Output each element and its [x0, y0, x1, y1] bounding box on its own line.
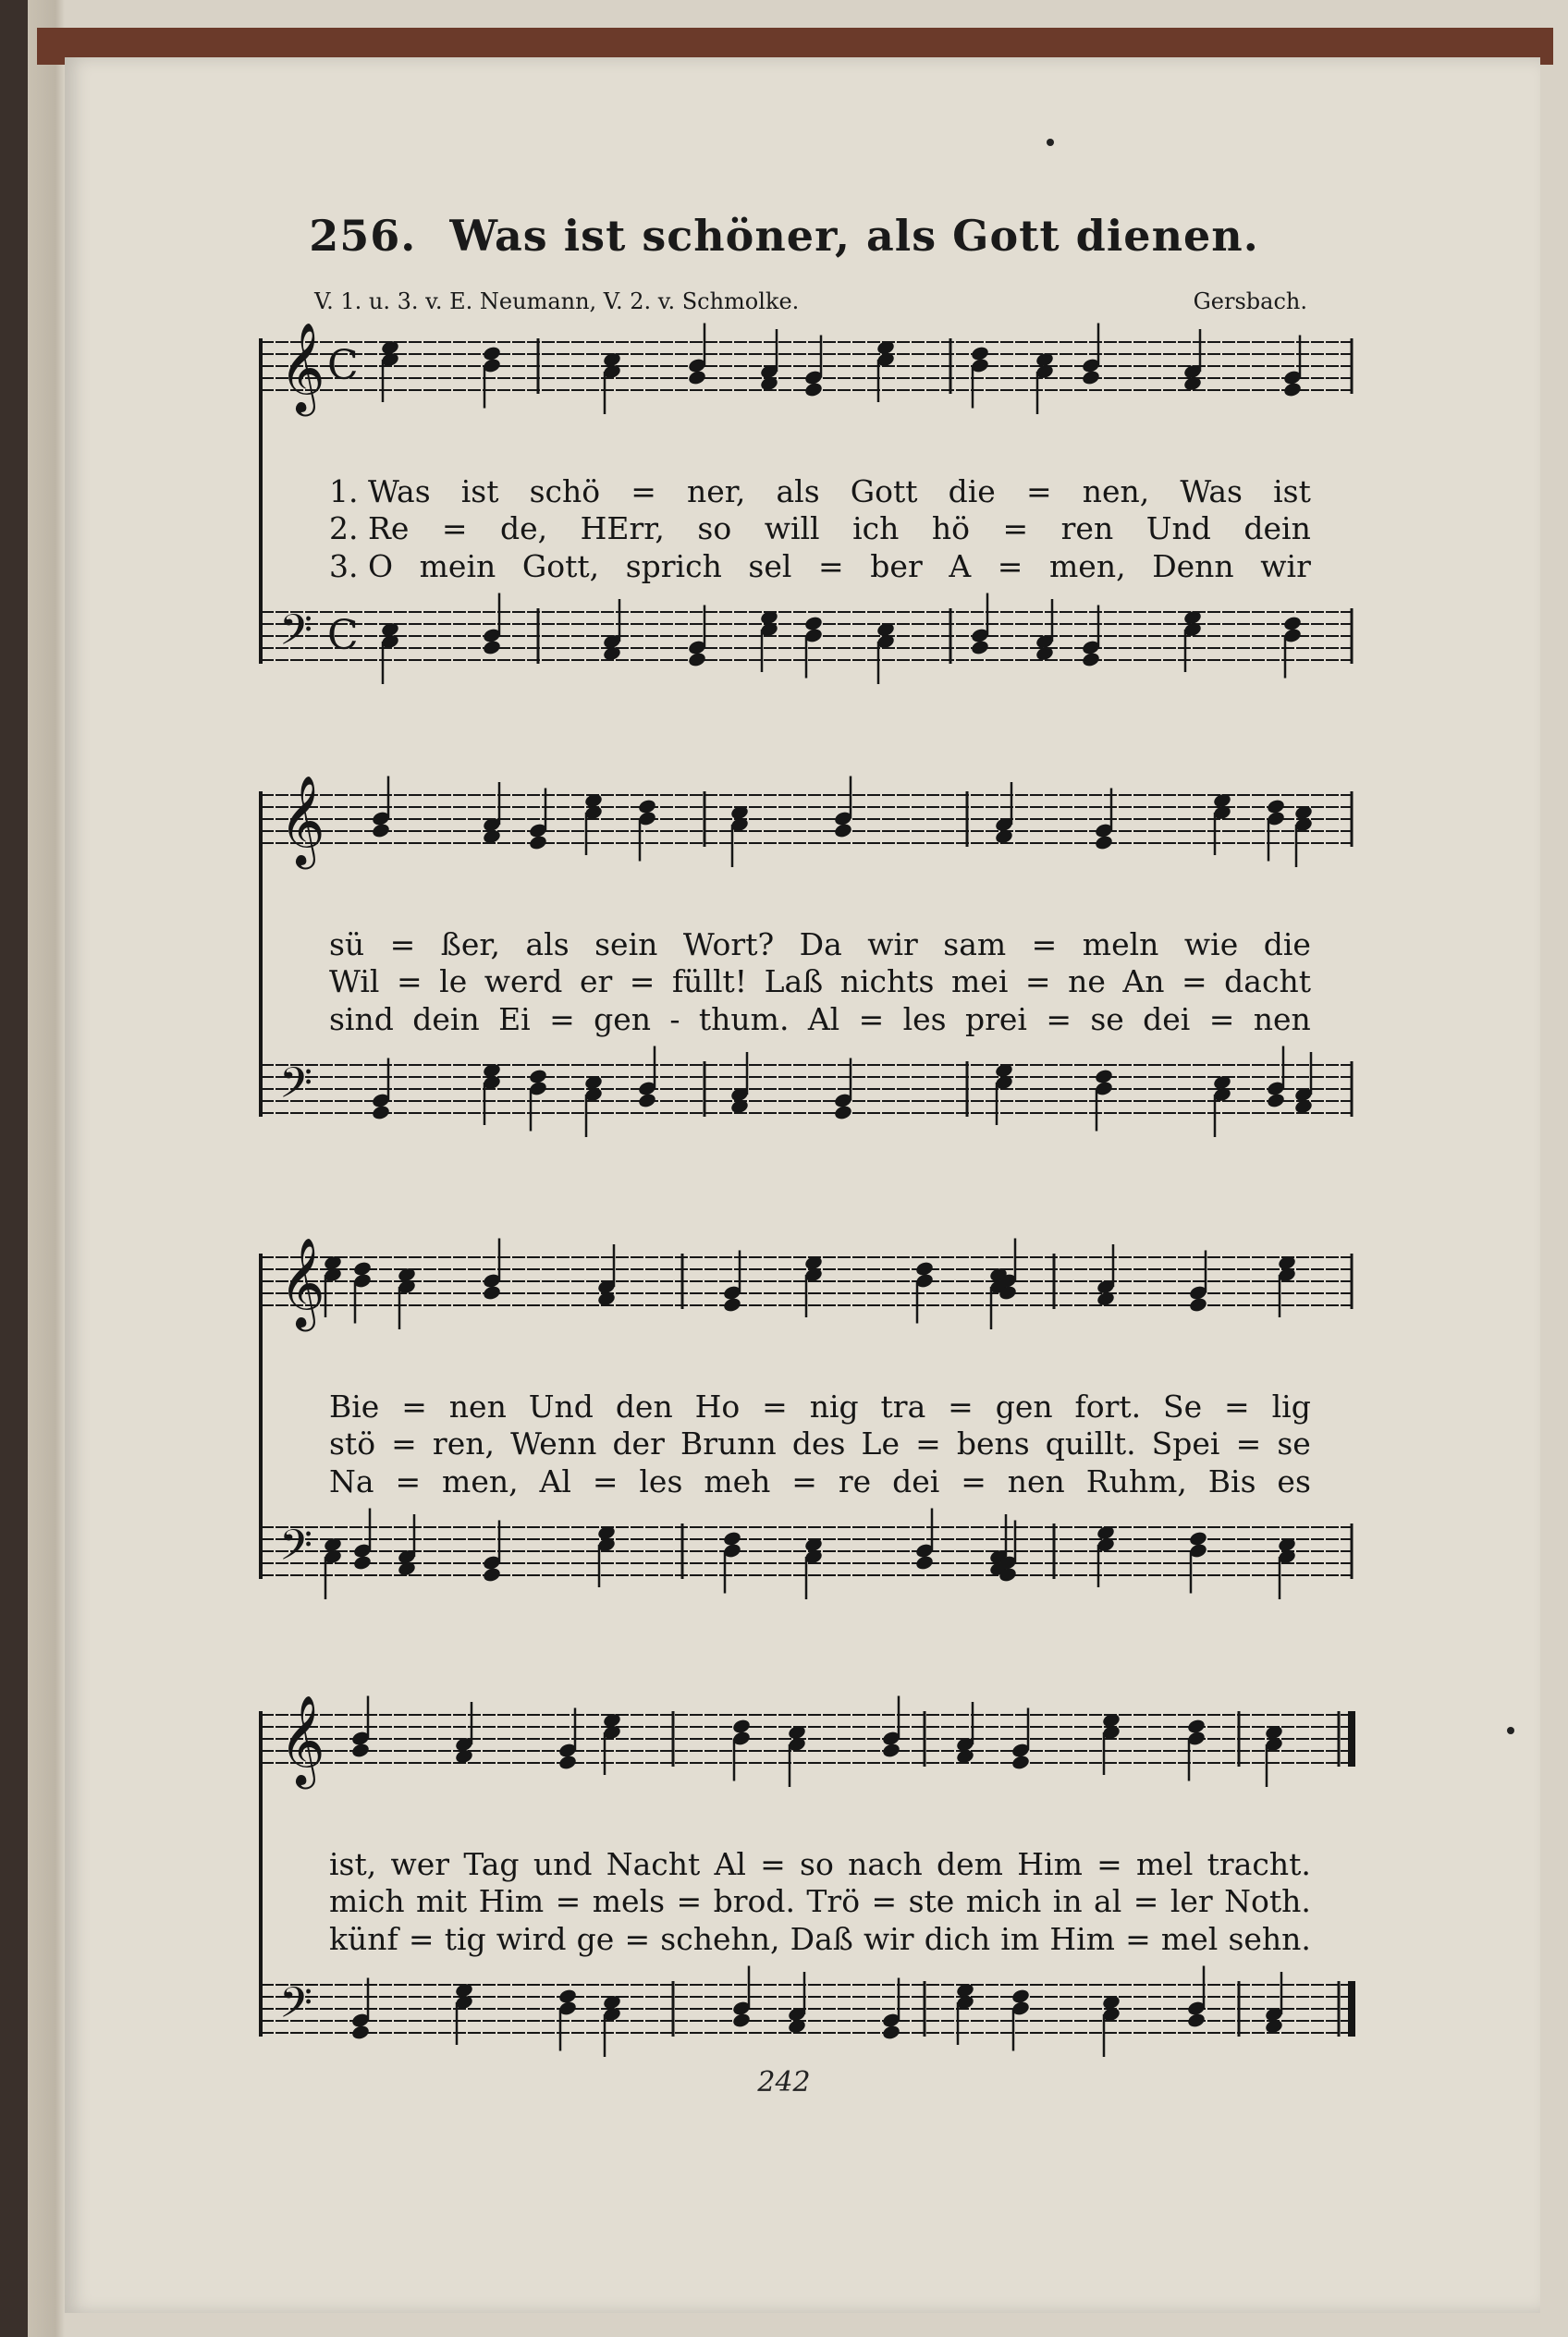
lyric-syllable: Wenn [510, 1425, 597, 1462]
note-head [528, 834, 547, 850]
lyric-syllable: Gott [850, 473, 918, 509]
lyric-syllable: dein [412, 1001, 480, 1037]
note-head [352, 1554, 372, 1571]
lyric-syllable: Spei [1151, 1425, 1220, 1462]
lyric-syllable: = [1182, 963, 1207, 999]
lyric-syllable: fort. [1074, 1389, 1142, 1425]
lyric-syllable: = [555, 1883, 582, 1919]
lyric-syllable: = [1208, 1001, 1235, 1037]
lyric-syllable: Ei [498, 1001, 531, 1037]
lyric-syllable: = [629, 963, 655, 999]
lyric-syllable: = [871, 1883, 898, 1919]
common-time-icon: C [327, 342, 359, 389]
treble-staff [261, 322, 1352, 416]
lyric-syllable: ren, [432, 1425, 495, 1462]
lyric-syllable: = [915, 1425, 941, 1462]
lyric-line [329, 1846, 1311, 1882]
note-head [731, 2012, 751, 2028]
lyric-line [329, 1463, 1311, 1499]
lyric-syllable: ge [576, 1921, 615, 1957]
lyric-syllable: als [525, 926, 570, 962]
lyric-syllable: dein [1243, 510, 1311, 546]
lyric-syllable: = [961, 1463, 986, 1499]
lyric-line [329, 548, 1311, 584]
lyric-syllable: An [1122, 963, 1165, 999]
note-head [482, 1284, 501, 1301]
lyric-syllable: Wil [329, 963, 380, 999]
lyric-syllable: prei [964, 1001, 1027, 1037]
lyric-syllable: sind [329, 1001, 394, 1037]
lyric-syllable: Denn [1152, 548, 1234, 584]
lyric-syllable: = [408, 1921, 435, 1957]
bass-clef-icon: 𝄢 [279, 1978, 313, 2038]
lyric-syllable: die [948, 473, 996, 509]
treble-staff [261, 1695, 1352, 1789]
hymn-title-text: Was ist schöner, als Gott dienen. [449, 211, 1259, 261]
lyric-syllable: der [612, 1425, 665, 1462]
lyric-syllable: Da [799, 926, 842, 962]
lyric-syllable: = [396, 963, 423, 999]
lyric-syllable: sehn. [1228, 1921, 1311, 1957]
lyric-syllable: men, [1049, 548, 1126, 584]
lyric-syllable: = [592, 1463, 619, 1499]
lyric-syllable: dem [937, 1846, 1003, 1882]
lyric-syllable: se [1277, 1425, 1311, 1462]
note-head [687, 369, 706, 385]
page-speck [1047, 139, 1054, 146]
note-head [371, 822, 390, 838]
lyric-syllable: = [676, 1883, 703, 1919]
lyric-syllable: dich [924, 1921, 991, 1957]
lyric-syllable: Und [1145, 510, 1211, 546]
bass-staff [261, 593, 1352, 685]
lyric-syllable: - [669, 1001, 680, 1037]
note-head [1188, 1296, 1207, 1313]
note-head [350, 1742, 370, 1758]
lyric-syllable: sel [748, 548, 792, 584]
lyric-syllable: ist [460, 473, 499, 509]
note-head [803, 381, 823, 398]
lyric-line [329, 1001, 1311, 1037]
lyric-syllable: ler [1170, 1883, 1213, 1919]
lyric-syllable: nichts [839, 963, 935, 999]
lyric-syllable: 3. O [329, 548, 394, 584]
lyric-syllable: Na [329, 1463, 374, 1499]
lyric-syllable: tra [880, 1389, 926, 1425]
lyric-line [329, 1921, 1311, 1957]
lyric-syllable: 1. Was [329, 473, 431, 509]
lyric-syllable: = [1125, 1921, 1151, 1957]
composer-credit: Gersbach. [1193, 288, 1307, 314]
lyric-line [329, 473, 1311, 509]
lyric-syllable: Tag [463, 1846, 520, 1882]
lyric-syllable: meh [704, 1463, 771, 1499]
lyric-syllable: tig [444, 1921, 486, 1957]
lyric-syllable: wird [496, 1921, 567, 1957]
lyric-syllable: die [1263, 926, 1311, 962]
lyric-syllable: Him [1049, 1921, 1115, 1957]
lyric-syllable: sam [943, 926, 1007, 962]
lyric-syllable: stö [329, 1425, 376, 1462]
note-head [1094, 834, 1113, 850]
lyric-syllable: mein [419, 548, 496, 584]
lyric-syllable: les [639, 1463, 683, 1499]
lyric-syllable: Ho [694, 1389, 741, 1425]
lyric-syllable: schehn, [660, 1921, 780, 1957]
lyric-syllable: = [1235, 1425, 1262, 1462]
lyric-syllable: Brunn [680, 1425, 777, 1462]
bass-staff [261, 1966, 1352, 2058]
lyric-syllable: = [549, 1001, 575, 1037]
lyric-syllable: men, [442, 1463, 519, 1499]
treble-staff [261, 1237, 1352, 1331]
note-head [1011, 1754, 1030, 1770]
lyric-syllable: nen [448, 1389, 507, 1425]
lyric-syllable: Noth. [1224, 1883, 1311, 1919]
lyric-syllable: mel [1160, 1921, 1219, 1957]
treble-clef-icon: 𝄞 [279, 322, 325, 412]
lyric-line [329, 926, 1311, 962]
page-speck [1507, 1727, 1514, 1734]
lyric-syllable: dacht [1224, 963, 1311, 999]
lyric-syllable: = [389, 926, 416, 962]
lyric-syllable: = [1096, 1846, 1122, 1882]
note-head [557, 1754, 577, 1770]
note-head [722, 1296, 741, 1313]
lyric-syllable: nen [1007, 1463, 1065, 1499]
lyric-syllable: = [1031, 926, 1058, 962]
lyric-syllable: 2. Re [329, 510, 410, 546]
lyric-syllable: Le [861, 1425, 900, 1462]
note-head [637, 1092, 656, 1108]
lyric-syllable: Daß [790, 1921, 853, 1957]
lyric-syllable: Wort? [682, 926, 775, 962]
note-head [1282, 381, 1302, 398]
lyric-syllable: = [1024, 963, 1051, 999]
lyric-syllable: tracht. [1207, 1846, 1311, 1882]
note-head [833, 822, 852, 838]
lyric-syllable: = [401, 1389, 427, 1425]
common-time-icon: C [327, 612, 359, 659]
lyric-line [329, 1425, 1311, 1462]
lyric-syllable: mel [1136, 1846, 1194, 1882]
lyric-syllable: = [760, 1846, 786, 1882]
note-head [482, 1566, 501, 1583]
lyric-line [329, 1883, 1311, 1919]
lyric-syllable: al [1094, 1883, 1122, 1919]
lyric-syllable: gen [594, 1001, 652, 1037]
treble-staff [261, 775, 1352, 869]
lyric-syllable: ich [852, 510, 900, 546]
lyric-syllable: se [1090, 1001, 1124, 1037]
lyric-syllable: ste [908, 1883, 955, 1919]
bass-clef-icon: 𝄢 [279, 1521, 313, 1581]
lyric-syllable: Ruhm, [1085, 1463, 1187, 1499]
lyric-syllable: Bie [329, 1389, 380, 1425]
lyric-syllable: = [1025, 473, 1052, 509]
bass-clef-icon: 𝄢 [279, 606, 313, 666]
lyric-syllable: wie [1183, 926, 1239, 962]
lyric-syllable: ne [1068, 963, 1106, 999]
lyric-syllable: künf [329, 1921, 398, 1957]
lyric-syllable: sein [594, 926, 658, 962]
note-head [350, 2024, 370, 2040]
lyric-syllable: des [791, 1425, 846, 1462]
lyric-syllable: dei [892, 1463, 940, 1499]
lyric-syllable: als [776, 473, 820, 509]
lyric-syllable: wir [863, 1921, 914, 1957]
lyric-syllable: nach [848, 1846, 923, 1882]
lyric-syllable: in [1052, 1883, 1083, 1919]
lyric-syllable: so [697, 510, 732, 546]
lyric-syllable: = [858, 1001, 885, 1037]
bass-staff [261, 1046, 1352, 1138]
lyric-syllable: le [439, 963, 468, 999]
lyric-syllable: Und [528, 1389, 594, 1425]
lyric-syllable: nen [1253, 1001, 1311, 1037]
lyric-syllable: ren [1060, 510, 1114, 546]
note-head [687, 651, 706, 667]
lyric-syllable: füllt! [671, 963, 748, 999]
note-head [833, 1104, 852, 1120]
lyric-syllable: = [441, 510, 468, 546]
note-head [881, 2024, 900, 2040]
lyric-syllable: = [391, 1425, 417, 1462]
lyric-syllable: werd [484, 963, 563, 999]
lyric-syllable: wir [867, 926, 918, 962]
lyric-syllable: ßer, [440, 926, 501, 962]
lyric-syllable: und [533, 1846, 593, 1882]
lyric-syllable: so [800, 1846, 834, 1882]
note-head [1186, 2012, 1206, 2028]
lyric-syllable: ber [870, 548, 923, 584]
lyric-syllable: Gott, [521, 548, 600, 584]
lyric-syllable: Nacht [606, 1846, 701, 1882]
lyric-syllable: schö [529, 473, 601, 509]
lyric-syllable: ist [1273, 473, 1311, 509]
lyric-syllable: Se [1163, 1389, 1203, 1425]
lyric-syllable: Al [539, 1463, 571, 1499]
note-head [371, 1104, 390, 1120]
bass-staff [261, 1509, 1352, 1600]
hymn-number: 256. [309, 211, 417, 261]
lyric-syllable: re [838, 1463, 872, 1499]
note-head [914, 1554, 934, 1571]
lyric-syllable: im [1000, 1921, 1040, 1957]
lyric-syllable: thum. [698, 1001, 790, 1037]
lyric-syllable: les [902, 1001, 947, 1037]
lyric-syllable: mels [592, 1883, 666, 1919]
page-number: 242 [757, 2066, 811, 2098]
lyric-syllable: Al [714, 1846, 746, 1882]
lyric-syllable: mich [329, 1883, 405, 1919]
lyric-syllable: Him [1017, 1846, 1083, 1882]
lyric-syllable: mich [965, 1883, 1042, 1919]
lyric-syllable: A [949, 548, 972, 584]
lyric-syllable: will [764, 510, 820, 546]
lyric-syllable: = [948, 1389, 974, 1425]
lyric-syllable: ist, [329, 1846, 377, 1882]
lyric-syllable: Laß [764, 963, 824, 999]
lyric-syllable: quillt. [1045, 1425, 1136, 1462]
note-head [970, 639, 989, 655]
lyric-syllable: mei [951, 963, 1009, 999]
lyric-syllable: Bis [1207, 1463, 1256, 1499]
lyric-syllable: sprich [625, 548, 722, 584]
note-head [881, 1742, 900, 1758]
lyric-syllable: meln [1082, 926, 1159, 962]
treble-clef-icon: 𝄞 [279, 1237, 325, 1328]
lyric-syllable: de, [499, 510, 548, 546]
lyric-syllable: = [1002, 510, 1029, 546]
lyric-syllable: = [1046, 1001, 1072, 1037]
lyric-syllable: dei [1143, 1001, 1191, 1037]
lyric-syllable: mit [416, 1883, 468, 1919]
lyric-syllable: Was [1180, 473, 1243, 509]
lyric-syllable: = [1224, 1389, 1250, 1425]
lyric-line [329, 510, 1311, 546]
lyric-syllable: = [1133, 1883, 1159, 1919]
lyric-syllable: HErr, [580, 510, 665, 546]
lyric-syllable: ner, [686, 473, 746, 509]
lyric-syllable: lig [1271, 1389, 1311, 1425]
note-head [1081, 651, 1100, 667]
lyric-syllable: bens [956, 1425, 1030, 1462]
treble-clef-icon: 𝄞 [279, 775, 325, 865]
lyric-syllable: = [624, 1921, 651, 1957]
lyric-syllable: = [818, 548, 844, 584]
lyric-syllable: = [631, 473, 656, 509]
lyric-syllable: hö [931, 510, 971, 546]
lyric-syllable: Al [807, 1001, 840, 1037]
lyric-syllable: = [791, 1463, 817, 1499]
lyric-syllable: Him [478, 1883, 545, 1919]
lyric-syllable: er [579, 963, 613, 999]
lyric-syllable: nig [809, 1389, 859, 1425]
note-head [482, 639, 501, 655]
lyric-syllable: wir [1260, 548, 1311, 584]
lyric-line [329, 1389, 1311, 1425]
lyric-syllable: brod. [713, 1883, 795, 1919]
lyric-syllable: nen, [1082, 473, 1150, 509]
lyric-syllable: es [1277, 1463, 1311, 1499]
lyric-syllable: sü [329, 926, 365, 962]
lyric-line [329, 963, 1311, 999]
lyric-syllable: wer [390, 1846, 450, 1882]
note-head [1081, 369, 1100, 385]
note-head [1266, 1092, 1285, 1108]
lyric-syllable: Trö [806, 1883, 861, 1919]
text-credit: V. 1. u. 3. v. E. Neumann, V. 2. v. Schmolke. [314, 288, 800, 314]
lyric-syllable: den [615, 1389, 673, 1425]
lyric-syllable: gen [995, 1389, 1053, 1425]
lyric-syllable: = [997, 548, 1023, 584]
bass-clef-icon: 𝄢 [279, 1058, 313, 1119]
lyric-syllable: = [762, 1389, 788, 1425]
treble-clef-icon: 𝄞 [279, 1695, 325, 1785]
lyric-syllable: = [395, 1463, 422, 1499]
